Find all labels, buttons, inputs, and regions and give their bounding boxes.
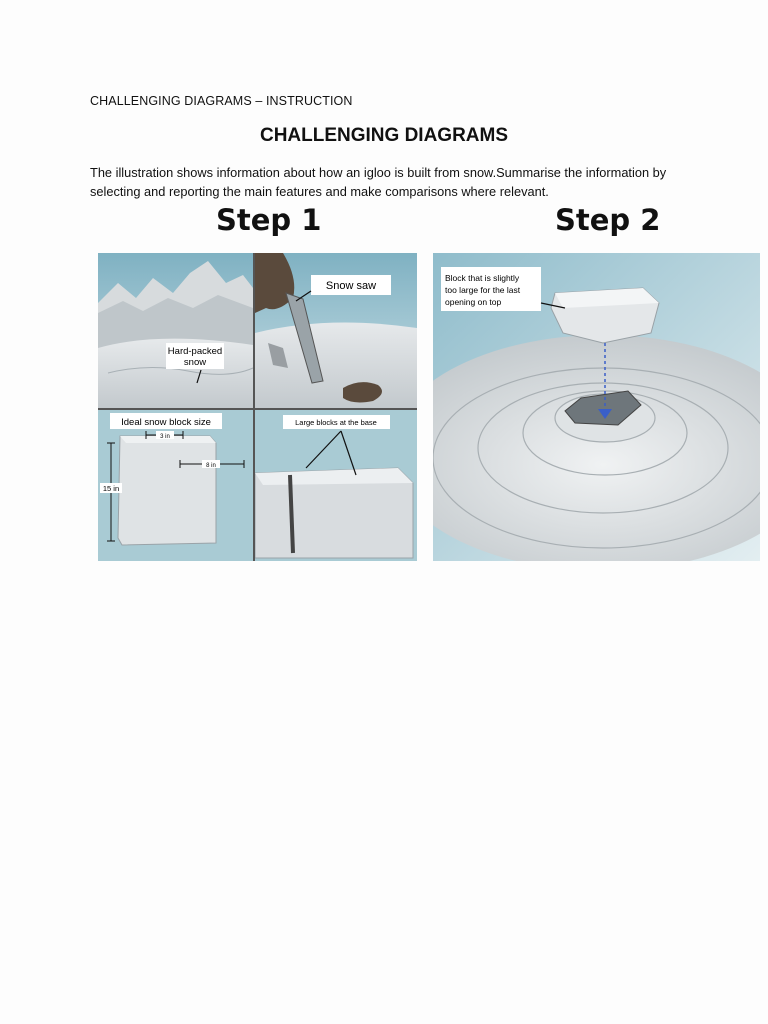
prompt-line-2: selecting and reporting the main features and make comparisons where relevant. — [90, 184, 549, 199]
snow-block-icon — [118, 436, 216, 545]
block-size-panel — [98, 410, 253, 561]
large-blocks-label: Large blocks at the base — [295, 418, 377, 427]
prompt-line-1: The illustration shows information about how an igloo is built from snow.Summarise the information by — [90, 165, 667, 180]
hard-packed-label-1: Hard-packed — [167, 346, 223, 357]
igloo-dome-icon — [433, 335, 760, 561]
step-2-illustration — [433, 253, 760, 561]
ideal-block-label: Ideal snow block size — [121, 417, 211, 428]
hard-packed-label-2: snow — [183, 357, 207, 368]
step-1-illustration — [98, 253, 417, 561]
mountain-panel — [98, 253, 253, 408]
step-2-caption-1: Block that is slightly — [445, 273, 520, 283]
step-1-label: Step 1 — [216, 203, 322, 237]
step-2-label: Step 2 — [555, 203, 661, 237]
step-2-caption-3: opening on top — [445, 297, 502, 307]
task-prompt — [90, 163, 690, 201]
dim-depth-label: 8 in — [206, 463, 216, 469]
page-title: CHALLENGING DIAGRAMS — [259, 125, 509, 146]
dim-height-label: 15 in — [102, 484, 120, 493]
snow-saw-panel — [255, 253, 417, 408]
dim-width-label: 3 in — [160, 434, 170, 440]
document-header: CHALLENGING DIAGRAMS – INSTRUCTION — [90, 94, 353, 108]
step-2-svg — [433, 253, 760, 561]
base-blocks-panel — [255, 410, 417, 561]
step-2-caption-2: too large for the last — [445, 285, 521, 295]
step-1-svg — [98, 253, 417, 561]
snow-saw-label: Snow saw — [325, 280, 377, 292]
